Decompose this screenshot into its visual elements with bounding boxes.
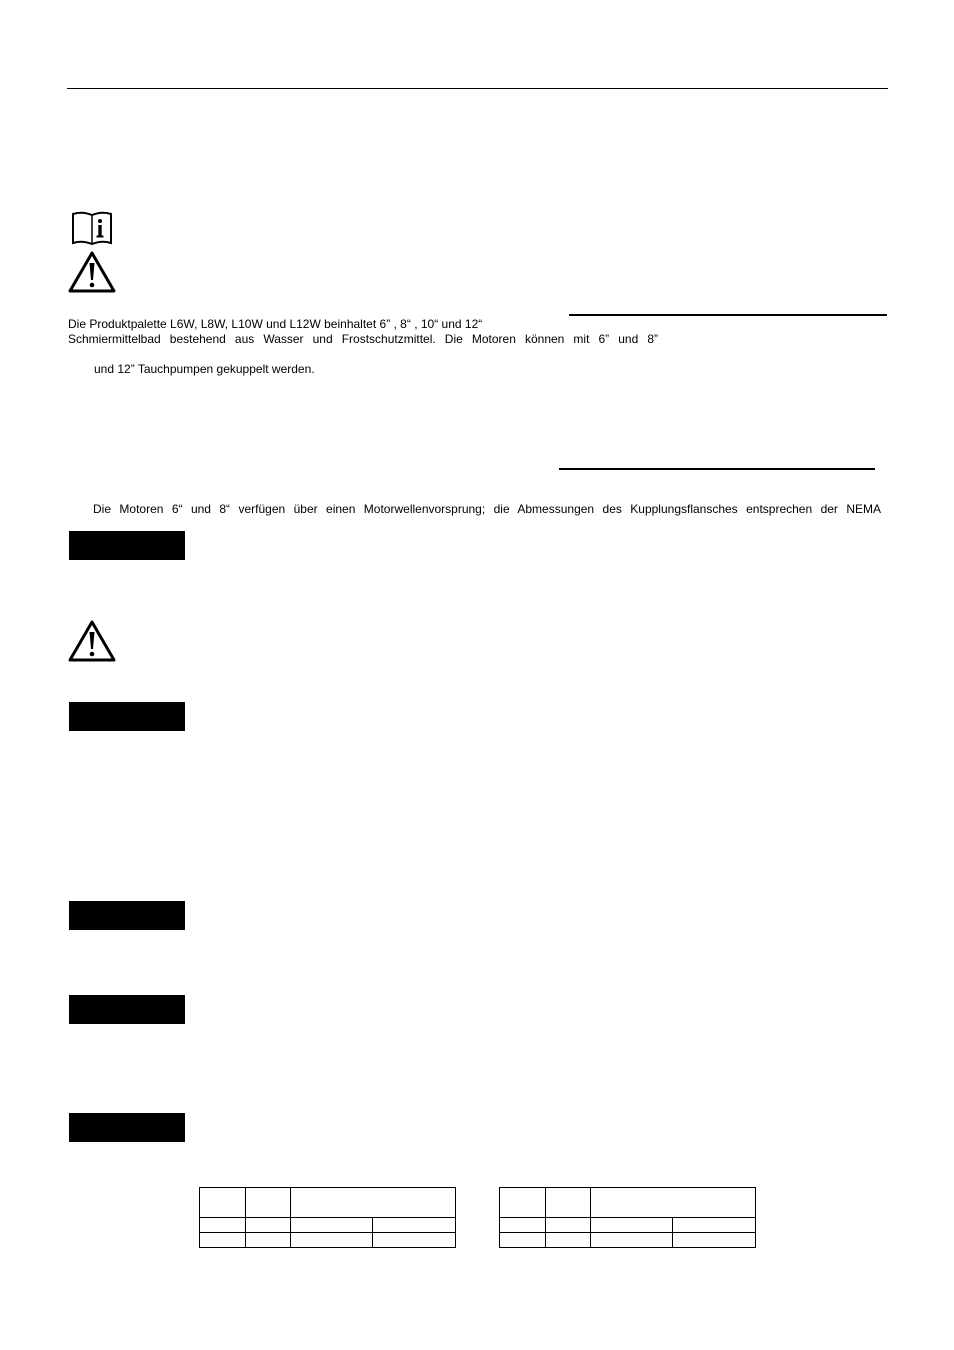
data-table-left bbox=[199, 1187, 456, 1248]
table-cell bbox=[246, 1233, 291, 1248]
section-header-bar-1 bbox=[69, 531, 185, 560]
table-cell bbox=[500, 1233, 546, 1248]
table-cell bbox=[291, 1218, 373, 1233]
table-cell bbox=[591, 1233, 673, 1248]
warning-triangle-icon bbox=[67, 619, 117, 663]
nema-paragraph: Die Motoren 6“ und 8“ verfügen über einen Motorwellenvorsprung; die Abmessungen des Kupplungsflansches entsprechen der NEMA bbox=[93, 502, 881, 516]
table-header-row bbox=[500, 1188, 756, 1218]
section-header-bar-3 bbox=[69, 901, 185, 930]
table-cell bbox=[291, 1233, 373, 1248]
data-table-right bbox=[499, 1187, 756, 1248]
table-cell bbox=[591, 1218, 673, 1233]
table-row bbox=[200, 1218, 456, 1233]
manual-info-icon bbox=[70, 210, 114, 246]
table-cell bbox=[500, 1188, 546, 1218]
header-rule bbox=[67, 88, 888, 89]
table-cell bbox=[546, 1218, 591, 1233]
table-cell bbox=[373, 1233, 456, 1248]
table-cell bbox=[591, 1188, 756, 1218]
table-cell bbox=[291, 1188, 456, 1218]
intro-line-2: Schmiermittelbad bestehend aus Wasser und Frostschutzmittel. Die Motoren können mit 6” und 8” bbox=[68, 332, 658, 346]
table-cell bbox=[673, 1218, 756, 1233]
table-row bbox=[500, 1218, 756, 1233]
section-rule bbox=[569, 314, 887, 316]
table-row bbox=[200, 1233, 456, 1248]
table-cell bbox=[246, 1188, 291, 1218]
table-cell bbox=[200, 1188, 246, 1218]
table-cell bbox=[373, 1218, 456, 1233]
section-rule-2 bbox=[559, 468, 875, 470]
table-row bbox=[500, 1233, 756, 1248]
table-cell bbox=[500, 1218, 546, 1233]
table-cell bbox=[546, 1233, 591, 1248]
warning-triangle-icon bbox=[67, 250, 117, 294]
table-cell bbox=[546, 1188, 591, 1218]
intro-line-1: Die Produktpalette L6W, L8W, L10W und L12W beinhaltet 6” , 8“ , 10“ und 12“ bbox=[68, 317, 483, 331]
table-cell bbox=[200, 1218, 246, 1233]
intro-line-3: und 12” Tauchpumpen gekuppelt werden. bbox=[94, 362, 315, 376]
table-cell bbox=[673, 1233, 756, 1248]
section-header-bar-5 bbox=[69, 1113, 185, 1142]
section-header-bar-2 bbox=[69, 702, 185, 731]
table-header-row bbox=[200, 1188, 456, 1218]
table-cell bbox=[246, 1218, 291, 1233]
section-header-bar-4 bbox=[69, 995, 185, 1024]
table-cell bbox=[200, 1233, 246, 1248]
